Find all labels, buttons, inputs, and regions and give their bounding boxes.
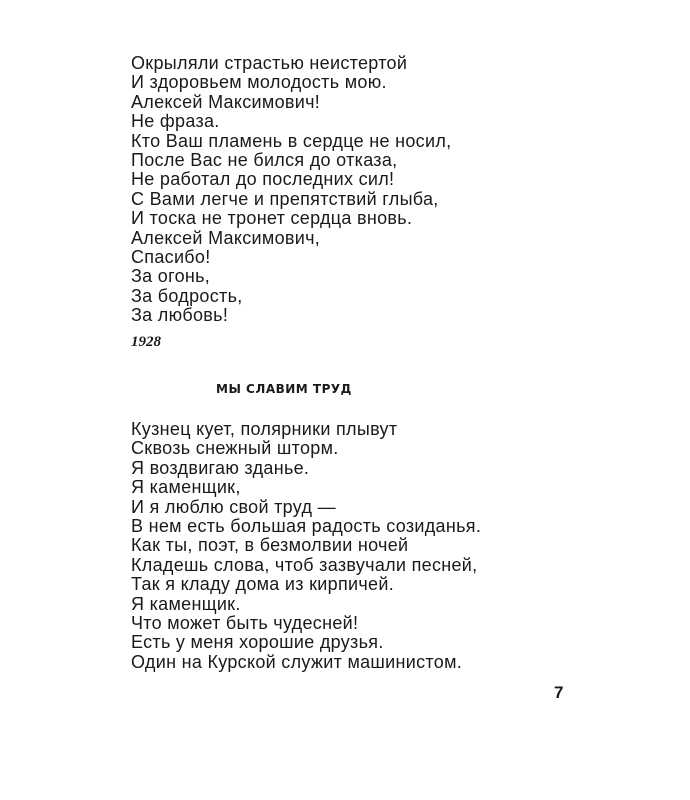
poem-line: Кто Ваш пламень в сердце не носил, xyxy=(131,130,452,151)
poem-line: Как ты, поэт, в безмолвии ночей xyxy=(131,535,409,556)
poem-title: МЫ СЛАВИМ ТРУД xyxy=(216,382,352,396)
poem-line: Я каменщик. xyxy=(131,593,241,614)
poem-line: Есть у меня хорошие друзья. xyxy=(131,632,384,653)
poem-line: Спасибо! xyxy=(131,246,211,267)
poem-line: С Вами легче и препятствий глыба, xyxy=(131,188,439,209)
poem-line: Сквозь снежный шторм. xyxy=(131,438,339,459)
poem-line: Не фраза. xyxy=(131,111,220,132)
poem-line: В нем есть большая радость созиданья. xyxy=(131,515,482,536)
poem-date: 1928 xyxy=(131,334,161,350)
poem-line: И тоска не тронет сердца вновь. xyxy=(131,208,413,229)
poem-line: Не работал до последних сил! xyxy=(131,169,395,190)
poem-line: Окрыляли страстью неистертой xyxy=(131,53,408,73)
poem-line: За бодрость, xyxy=(131,285,243,306)
poem-line: И здоровьем молодость мою. xyxy=(131,72,387,93)
poem-line: Я каменщик, xyxy=(131,477,241,498)
page-number: 7 xyxy=(554,683,564,702)
poem-line: Я воздвигаю зданье. xyxy=(131,457,310,478)
poem-line: Один на Курской служит машинистом. xyxy=(131,651,463,672)
poem-line: После Вас не бился до отказа, xyxy=(131,149,398,170)
poem-line: И я люблю свой труд — xyxy=(131,496,336,517)
poem-line: Так я кладу дома из кирпичей. xyxy=(131,574,395,595)
poem-line: За любовь! xyxy=(131,305,229,326)
poem-line: Кладешь слова, чтоб зазвучали песней, xyxy=(131,554,478,575)
poem-line: Алексей Максимович! xyxy=(131,91,321,112)
poem-2-stanza xyxy=(131,420,481,672)
poem-line: Что может быть чудесней! xyxy=(131,612,359,633)
poem-line: Алексей Максимович, xyxy=(131,227,321,248)
poem-1-stanza xyxy=(131,54,451,325)
poem-line: Кузнец кует, полярники плывут xyxy=(131,419,398,439)
poem-line: За огонь, xyxy=(131,266,211,287)
